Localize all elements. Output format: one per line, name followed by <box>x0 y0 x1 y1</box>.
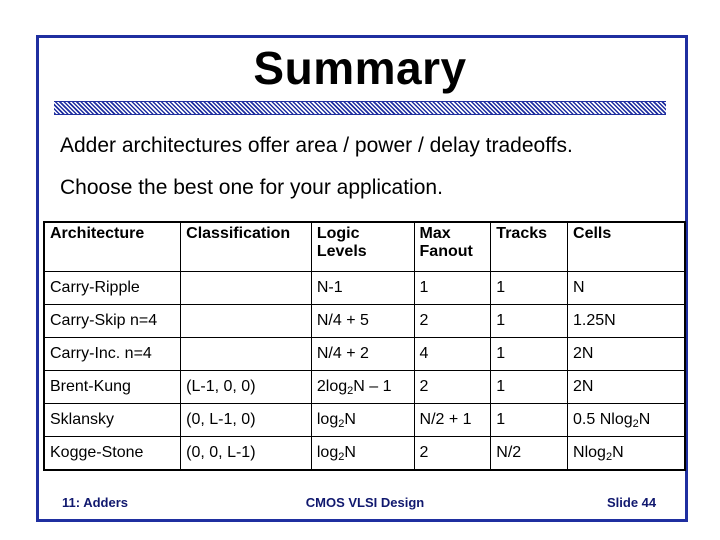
cell-tracks: 1 <box>491 305 568 338</box>
cell-architecture: Kogge-Stone <box>44 437 181 471</box>
cell-logic-levels: N/4 + 5 <box>311 305 414 338</box>
cell-architecture: Brent-Kung <box>44 371 181 404</box>
cell-classification <box>181 338 312 371</box>
cell-tracks: 1 <box>491 371 568 404</box>
cell-tracks: 1 <box>491 404 568 437</box>
table-row <box>44 437 685 471</box>
bullet-tradeoffs: Adder architectures offer area / power / delay tradeoffs. <box>60 134 573 157</box>
cell-logic-levels: N/4 + 2 <box>311 338 414 371</box>
header-classification: Classification <box>181 222 312 272</box>
cell-tracks: 1 <box>491 272 568 305</box>
cell-cells: 1.25N <box>568 305 685 338</box>
cell-max-fanout: 1 <box>414 272 491 305</box>
cell-architecture: Carry-Ripple <box>44 272 181 305</box>
footer-course: CMOS VLSI Design <box>305 495 425 510</box>
table-header-row <box>44 222 685 272</box>
table-row <box>44 338 685 371</box>
header-logic-levels: Logic Levels <box>311 222 414 272</box>
title-divider <box>54 101 666 115</box>
table-row <box>44 404 685 437</box>
cell-cells: 2N <box>568 338 685 371</box>
cell-classification: (L-1, 0, 0) <box>181 371 312 404</box>
cell-max-fanout: N/2 + 1 <box>414 404 491 437</box>
cell-classification: (0, L-1, 0) <box>181 404 312 437</box>
cell-max-fanout: 2 <box>414 371 491 404</box>
slide-title: Summary <box>253 42 467 94</box>
cell-logic-levels: $\log_2N$ <box>311 437 414 471</box>
cell-classification <box>181 272 312 305</box>
cell-logic-levels: $\log_2N$ <box>311 404 414 437</box>
table-row <box>44 305 685 338</box>
cell-architecture: Carry-Inc. n=4 <box>44 338 181 371</box>
cell-max-fanout: 4 <box>414 338 491 371</box>
bullet-choose: Choose the best one for your application. <box>60 176 443 199</box>
cell-logic-levels: N-1 <box>311 272 414 305</box>
header-cells: Cells <box>568 222 685 272</box>
cell-cells: 0.5 Nlog$_2$N <box>568 404 685 437</box>
footer-slide-number: Slide 44 <box>607 495 657 510</box>
header-architecture: Architecture <box>44 222 181 272</box>
table-row <box>44 371 685 404</box>
cell-logic-levels: $2\log_2N - 1$ <box>311 371 414 404</box>
cell-max-fanout: 2 <box>414 305 491 338</box>
header-tracks: Tracks <box>491 222 568 272</box>
cell-tracks: N/2 <box>491 437 568 471</box>
cell-cells: 2N <box>568 371 685 404</box>
header-max-fanout: Max Fanout <box>414 222 491 272</box>
cell-tracks: 1 <box>491 338 568 371</box>
cell-classification <box>181 305 312 338</box>
cell-classification: (0, 0, L-1) <box>181 437 312 471</box>
table-row <box>44 272 685 305</box>
cell-architecture: Sklansky <box>44 404 181 437</box>
footer-chapter: 11: Adders <box>62 495 128 510</box>
cell-cells: Nlog$_2$N <box>568 437 685 471</box>
cell-max-fanout: 2 <box>414 437 491 471</box>
summary-table <box>43 221 686 471</box>
cell-architecture: Carry-Skip n=4 <box>44 305 181 338</box>
cell-cells: N <box>568 272 685 305</box>
